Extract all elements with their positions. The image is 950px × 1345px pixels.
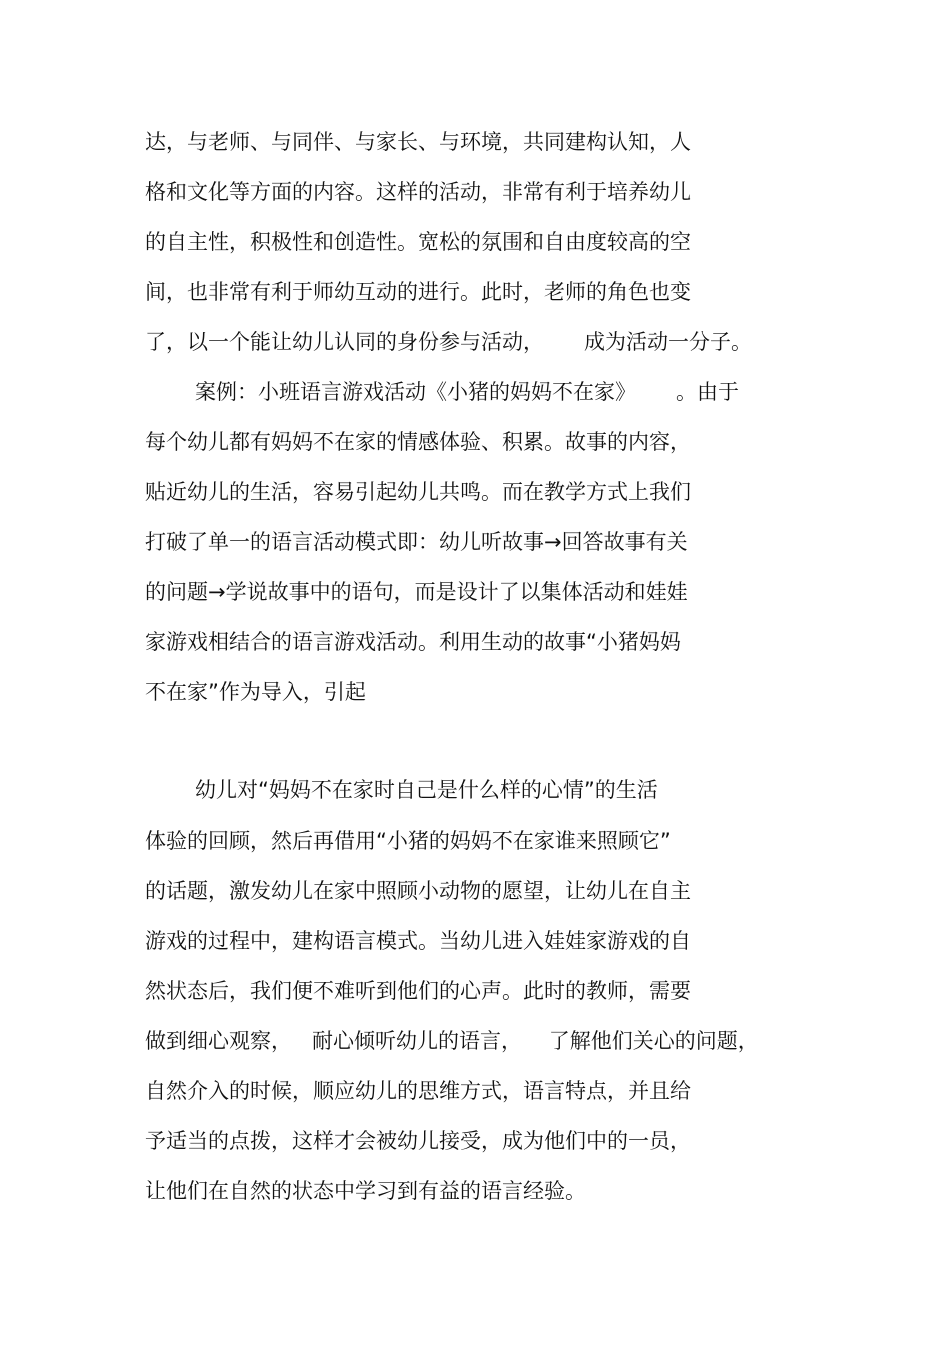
text-line: 格和文化等方面的内容。这样的活动，非常有利于培养幼儿 [145, 180, 691, 204]
text-line: 的问题→学说故事中的语句，而是设计了以集体活动和娃娃 [145, 580, 688, 604]
text-line: 让他们在自然的状态中学习到有益的语言经验。 [145, 1179, 586, 1203]
text-line: 了，以一个能让幼儿认同的身份参与活动， 成为活动一分子。 [145, 330, 753, 354]
text-line: 自然介入的时候，顺应幼儿的思维方式，语言特点，并且给 [145, 1079, 691, 1103]
text-line: 贴近幼儿的生活，容易引起幼儿共鸣。而在教学方式上我们 [145, 480, 691, 504]
text-line: 做到细心观察， 耐心倾听幼儿的语言， 了解他们关心的问题， [145, 1029, 759, 1053]
text-line: 予适当的点拨，这样才会被幼儿接受，成为他们中的一员， [145, 1129, 691, 1153]
text-line: 的话题，激发幼儿在家中照顾小动物的愿望，让幼儿在自主 [145, 879, 691, 903]
text-line: 的自主性，积极性和创造性。宽松的氛围和自由度较高的空 [145, 230, 691, 254]
text-line: 打破了单一的语言活动模式即：幼儿听故事→回答故事有关 [145, 530, 688, 554]
text-line: 案例：小班语言游戏活动《小猪的妈妈不在家》 。由于 [195, 380, 740, 404]
text-line: 间，也非常有利于师幼互动的进行。此时，老师的角色也变 [145, 280, 691, 304]
text-line: 达，与老师、与同伴、与家长、与环境，共同建构认知，人 [145, 130, 691, 154]
text-line: 然状态后，我们便不难听到他们的心声。此时的教师，需要 [145, 979, 691, 1003]
text-line: 不在家”作为导入，引起 [145, 680, 366, 704]
text-line: 家游戏相结合的语言游戏活动。利用生动的故事“小猪妈妈 [145, 630, 681, 654]
text-line: 体验的回顾，然后再借用“小猪的妈妈不在家谁来照顾它” [145, 829, 671, 853]
text-line: 每个幼儿都有妈妈不在家的情感体验、积累。故事的内容， [145, 430, 691, 454]
text-line: 幼儿对“妈妈不在家时自己是什么样的心情”的生活 [195, 778, 658, 802]
text-line: 游戏的过程中，建构语言模式。当幼儿进入娃娃家游戏的自 [145, 929, 691, 953]
